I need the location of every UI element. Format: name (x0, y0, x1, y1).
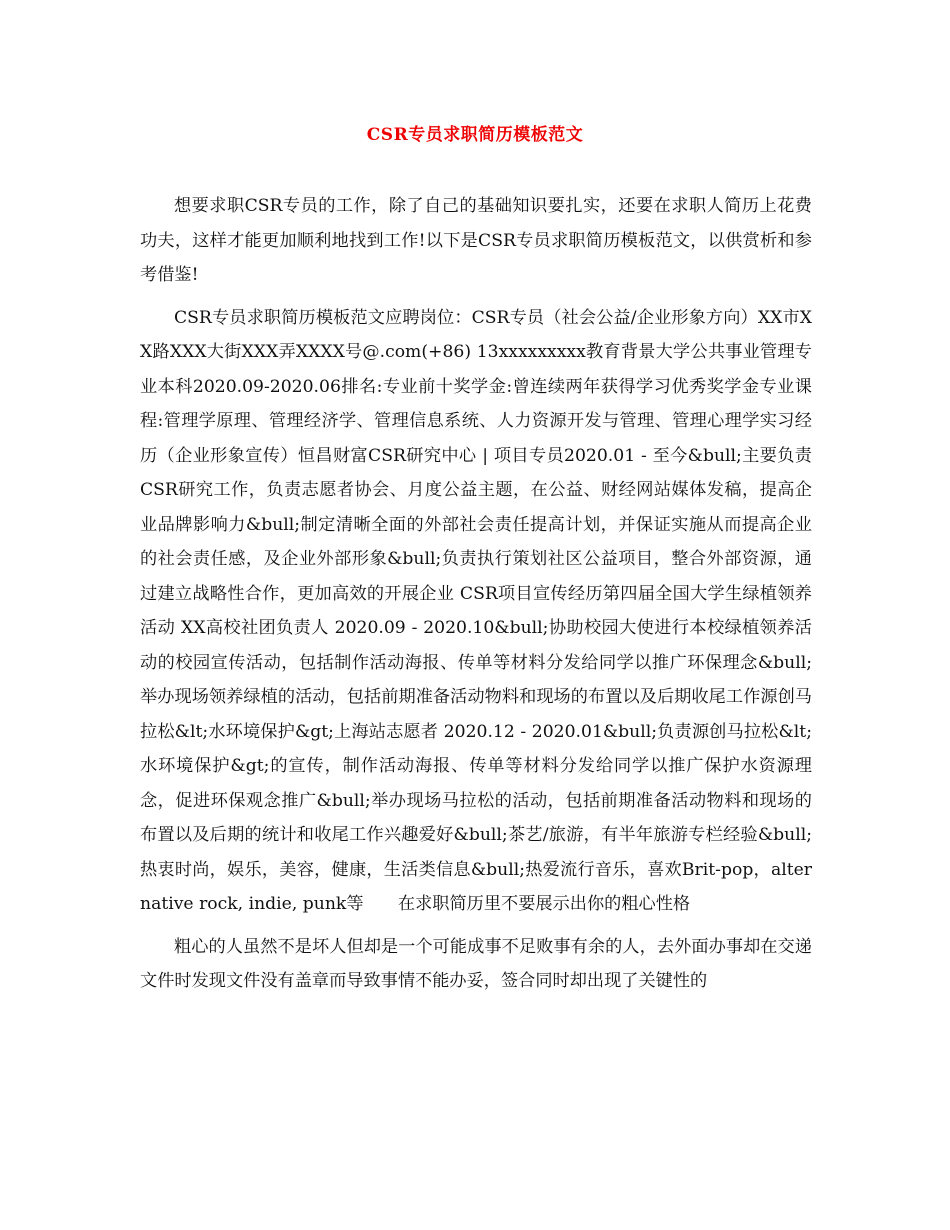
paragraph-resume: CSR专员求职简历模板范文应聘岗位：CSR专员（社会公益/企业形象方向）XX市XX路XXX大街XXX弄XXXX号@.com(+86) 13xxxxxxxxx教育背景大学公共事业管理专业本科2020.09-2020.06排名:专业前十奖学金:曾连续两年获得学习优秀奖学金专业课程:管理学原理、管理经济学、管理信息系统、人力资源开发与管理、管理心理学实习经历（企业形象宣传）恒昌财富CSR研究中心 | 项目专员2020.01 - 至今&bull;主要负责CSR研究工作，负责志愿者协会、月度公益主题，在公益、财经网站媒体发稿，提高企业品牌影响力&bull;制定清晰全面的外部社会责任提高计划，并保证实施从而提高企业的社会责任感，及企业外部形象&bull;负责执行策划社区公益项目，整合外部资源，通过建立战略性合作，更加高效的开展企业 CSR项目宣传经历第四届全国大学生绿植领养活动 XX高校社团负责人 2020.09 - 2020.10&bull;协助校园大使进行本校绿植领养活动的校园宣传活动，包括制作活动海报、传单等材料分发给同学以推广环保理念&bull;举办现场领养绿植的活动，包括前期准备活动物料和现场的布置以及后期收尾工作源创马拉松&lt;水环境保护&gt;上海站志愿者 2020.12 - 2020.01&bull;负责源创马拉松&lt;水环境保护&gt;的宣传，制作活动海报、传单等材料分发给同学以推广保护水资源理念，促进环保观念推广&bull;举办现场马拉松的活动，包括前期准备活动物料和现场的布置以及后期的统计和收尾工作兴趣爱好&bull;茶艺/旅游，有半年旅游专栏经验&bull;热衷时尚，娱乐，美容，健康，生活类信息&bull;热爱流行音乐，喜欢Brit-pop，alternative rock, indie, punk等 在求职简历里不要展示出你的粗心性格 (140, 307, 812, 914)
document-body (140, 189, 812, 999)
paragraph-intro: 想要求职CSR专员的工作，除了自己的基础知识要扎实，还要在求职人简历上花费功夫，这样才能更加顺利地找到工作!以下是CSR专员求职简历模板范文，以供赏析和参考借鉴! (140, 196, 812, 285)
paragraph-careless: 粗心的人虽然不是坏人但却是一个可能成事不足败事有余的人，去外面办事却在交递文件时发现文件没有盖章而导致事情不能办妥，签合同时却出现了关键性的 (140, 936, 812, 991)
document-title: CSR专员求职简历模板范文 (366, 125, 584, 145)
